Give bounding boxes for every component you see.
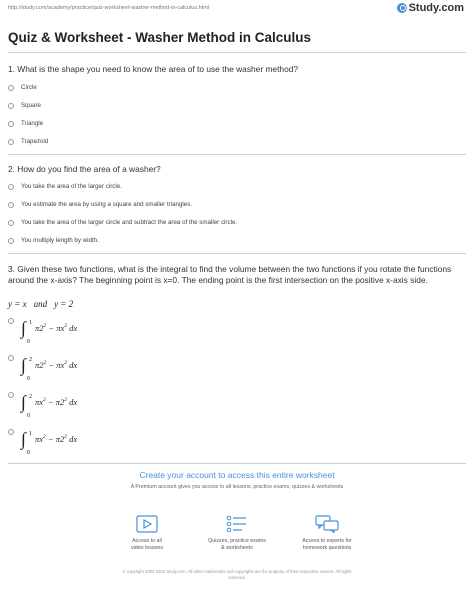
exponent: 2 [64,397,68,403]
radio-icon[interactable] [8,184,14,190]
integrand-left: πx [35,434,44,444]
cta-divider [8,463,466,464]
feature-line: Access to experts for [302,538,352,544]
option-label: Triangle [21,120,44,127]
differential: dx [69,323,78,333]
footer-line: © copyright 2003-2020 Study.com. All other trademarks and copyrights are the property of their respective owners. All rights [122,569,352,574]
lower-limit: 0 [27,339,30,345]
function-and: and [33,299,48,309]
page-url: http://study.com/academy/practice/quiz-worksheet-washer-method-in-calculus.html [8,5,210,11]
integral-expression [21,318,78,345]
feature-line: homework questions [302,544,352,551]
feature-quizzes [192,515,282,551]
option-label: You take the area of the larger circle and subtract the area of the smaller circle. [21,219,238,226]
radio-icon[interactable] [8,85,14,91]
function-2: y = 2 [54,299,74,309]
feature-line: Access to all [132,538,162,544]
lower-limit: 0 [27,450,30,456]
q2-option-1[interactable] [8,183,122,190]
upper-limit: 2 [29,357,32,363]
option-label: You take the area of the larger circle. [21,183,122,190]
integrand-right: − πx [48,360,65,370]
integral-expression [21,429,78,456]
option-label: Square [21,102,41,109]
q2-option-3[interactable] [8,219,237,226]
feature-line: Quizzes, practice exams [208,538,266,544]
exponent: 2 [43,434,46,440]
integral-sign: ∫ 2 0 [21,356,31,374]
option-label: You estimate the area by using a square and smaller triangles. [21,201,193,208]
exponent: 2 [64,360,68,366]
exponent: 2 [64,323,68,329]
radio-icon[interactable] [8,220,14,226]
cta-title[interactable]: Create your account to access this entire worksheet [139,470,335,480]
radio-icon[interactable] [8,392,14,398]
question-2-text: 2. How do you find the area of a washer? [8,164,161,174]
exponent: 2 [43,323,47,329]
upper-limit: 1 [29,320,32,326]
feature-experts [282,515,372,551]
lower-limit: 0 [27,413,30,419]
q3-option-3[interactable] [8,392,78,419]
q1-option-4[interactable] [8,138,48,145]
integral-expression [21,355,78,382]
radio-icon[interactable] [8,355,14,361]
radio-icon[interactable] [8,202,14,208]
question-divider [8,154,466,155]
radio-icon[interactable] [8,103,14,109]
exponent: 2 [43,397,46,403]
radio-icon[interactable] [8,238,14,244]
title-divider [8,52,466,53]
study-logo-text: Study.com [408,2,464,14]
integrand-left: π2 [35,323,44,333]
feature-line: & worksheets [221,544,253,551]
video-lesson-icon [136,515,158,533]
q3-option-1[interactable] [8,318,78,345]
integral-expression [21,392,78,419]
integral-sign: ∫ 2 0 [21,393,31,411]
differential: dx [69,397,78,407]
question-divider [8,253,466,254]
integral-sign: ∫ 1 0 [21,430,31,448]
copyright-footer [0,569,474,580]
option-label: Circle [21,84,37,91]
q1-option-3[interactable] [8,120,43,127]
function-1: y = x [8,299,27,309]
q1-option-1[interactable] [8,84,37,91]
study-logo[interactable] [397,2,464,14]
integrand-right: − πx [48,323,65,333]
page-title: Quiz & Worksheet - Washer Method in Calculus [8,30,312,45]
differential: dx [69,434,78,444]
q3-option-2[interactable] [8,355,78,382]
feature-line: video lessons [130,544,164,551]
upper-limit: 1 [29,431,32,437]
footer-line: reserved. [228,574,246,580]
integrand-right: − π2 [47,434,65,444]
q1-option-2[interactable] [8,102,41,109]
study-logo-icon [397,3,407,13]
lower-limit: 0 [27,376,30,382]
integrand-left: πx [35,397,44,407]
radio-icon[interactable] [8,139,14,145]
upper-limit: 2 [29,394,32,400]
premium-cta [0,470,474,490]
q2-option-2[interactable] [8,201,192,208]
integrand-right: − π2 [47,397,65,407]
radio-icon[interactable] [8,121,14,127]
exponent: 2 [64,434,68,440]
option-label: You multiply length by width. [21,237,99,244]
integrand-left: π2 [35,360,44,370]
q3-functions [8,299,73,309]
q3-option-4[interactable] [8,429,78,456]
feature-video-lessons [102,515,192,551]
radio-icon[interactable] [8,318,14,324]
question-3-text: 3. Given these two functions, what is the integral to find the volume between the two functions if you rotate the functions around the x-axis? The beginning point is x=0. The ending point is the first intersection on the positive x-axis side. [8,264,452,285]
q2-option-4[interactable] [8,237,99,244]
question-1-text: 1. What is the shape you need to know the area of to use the washer method? [8,64,299,74]
quiz-checklist-icon [226,515,248,533]
radio-icon[interactable] [8,429,14,435]
exponent: 2 [43,360,47,366]
option-label: Trapezoid [21,138,49,145]
chat-bubbles-icon [315,515,339,533]
differential: dx [69,360,78,370]
cta-subtitle: A Premium account gives you access to all lessons, practice exams, quizzes & worksheets [130,484,344,490]
integral-sign: ∫ 1 0 [21,319,31,337]
